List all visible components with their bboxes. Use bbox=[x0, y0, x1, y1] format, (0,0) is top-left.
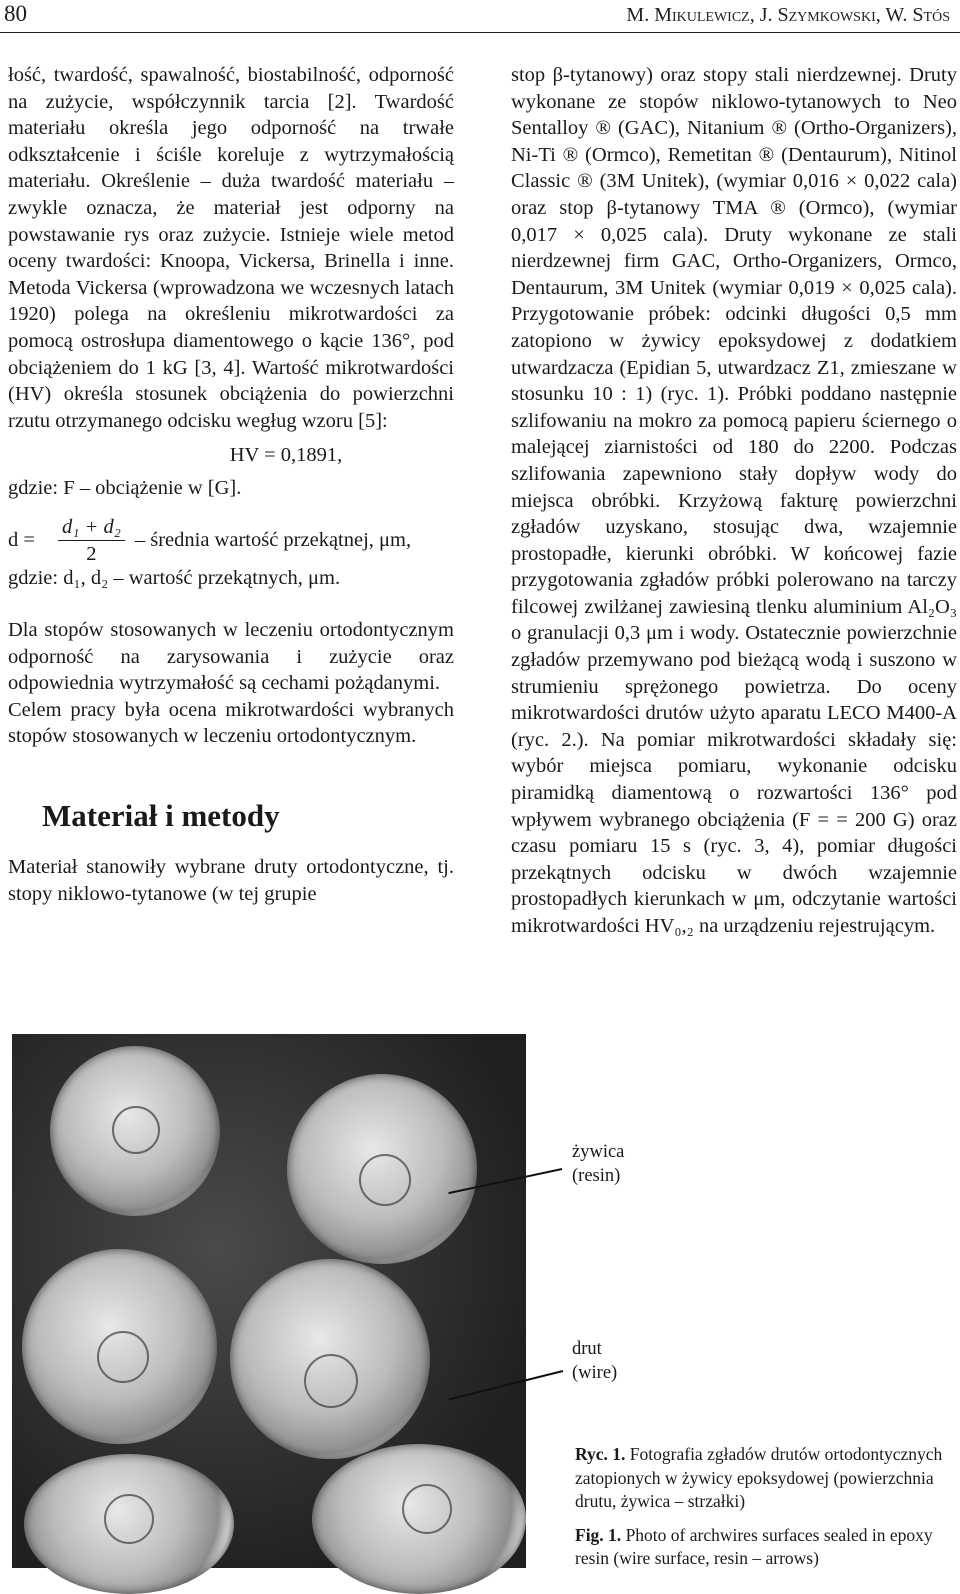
resin-sample bbox=[50, 1046, 220, 1216]
page-header bbox=[0, 0, 960, 32]
where-d: gdzie: d₁, d₂ – wartość przekątnych, μm. bbox=[8, 566, 341, 589]
formula-hv: HV = 0,1891, bbox=[229, 444, 343, 467]
caption-en: Fig. 1. Photo of archwires surfaces sealed in epoxy resin (wire surface, resin – arrows) bbox=[575, 1524, 933, 1569]
section-title: Materiał i metody bbox=[42, 798, 280, 834]
paragraph: stop β-tytanowy) oraz stopy stali nierdzewnej. Druty wykonane ze stopów niklowo-tytanowych to Neo Sentalloy ® (GAC), Nitanium ® (Ortho-Organizers), Ni-Ti ® (Ormco), Remetitan ® (Dentaurum), Nitinol Classic ® (3M Unitek), (wymiar 0,016 × 0,022 cala) oraz stop β-tytanowy TMA ® (Ormco), (wymiar 0,017 × 0,025 cala). Druty wykonane ze stali nierdzewnej firm GAC, Ortho-Organizers, Ormco, Dentaurum, 3M Unitek (wymiar 0,019 × 0,025 cala). Przygotowanie próbek: odcinki długości 0,5 mm zatopiono w żywicy epoksydowej z dodatkiem utwardzacza (Epidian 5, utwardzacz Z1, zmieszane w stosunku 10 : 1) (ryc. 1). Próbki poddano następnie szlifowaniu na mokro za pomocą papieru ściernego o malejącej ziarnistości od 180 do 2200. Podczas szlifowania zapewniono stały dopływ wody do miejsca obróbki. Krzyżową fakturę powierzchni zgładów uzyskano, stosując dwa, wzajemnie prostopadłe, kierunki obróbki. W końcowej fazie przygotowania zgładów próbki polerowano na tarczy filcowej zwilżanej zawiesiną tlenku aluminium Al₂O₃ o granulacji 0,3 μm i wody. Ostatecznie powierzchnie zgładów przemywano pod bieżącą wodą i suszono w strumieniu sprężonego powietrza. Do oceny mikrotwardości drutów użyto aparatu LECO M400-A (ryc. 2.). Na pomiar mikrotwardości składały się: wybór miejsca pomiaru, wykonanie odcisku piramidką diamentową o rozwartości 136° pod wpływem wybranego obciążenia (F = = 200 G) oraz czasu pomiaru 15 s (ryc. 3, 4), pomiar długości przekątnych odcisku w dwóch wzajemnie prostopadłych kierunkach w μm, odczytanie wartości mikrotwardości HV₀,₂ na urządzeniu rejestrującym. bbox=[511, 64, 957, 937]
paragraph: Celem pracy była ocena mikrotwardości wybranych stopów stosowanych w leczeniu ortodontycznym. bbox=[8, 698, 454, 748]
paragraph: łość, twardość, spawalność, biostabilność, odporność na zużycie, współczynnik tarcia [2]. Twardość materiału określa jego odporność na trwałe odkształcenie i ściśle koreluje z wytrzymałością materiału. Określenie – duża twardość materiału – zwykle oznacza, że materiał jest odporny na powstawanie rys oraz zużycie. Istnieje wiele metod oceny twardości: Knoopa, Vickersa, Brinella i inne. Metoda Vickersa (wprowadzona we wczesnych latach 1920) polega na określeniu mikrotwardości za pomocą ostrosłupa diamentowego o kącie 136°, pod obciążeniem do 1 kG [3, 4]. Wartość mikrotwardości (HV) określa stosunek obciążenia do powierzchni rzutu otrzymanego odcisku wegług wzoru [5]: bbox=[8, 64, 454, 432]
fraction-denominator: 2 bbox=[86, 542, 97, 565]
running-head-authors bbox=[626, 2, 950, 28]
figure-photo bbox=[12, 1034, 526, 1568]
formula-d-lhs: d = bbox=[8, 528, 35, 551]
right-column bbox=[511, 62, 957, 940]
label-resin: żywica (resin) bbox=[572, 1142, 625, 1186]
header-rule bbox=[0, 32, 960, 33]
resin-sample bbox=[24, 1454, 234, 1594]
authors: M. Mikulewicz, J. Szymkowski, W. Stós bbox=[626, 4, 950, 26]
paragraph: Dla stopów stosowanych w leczeniu ortodontycznym odporność na zarysowania i zużycie oraz odpowiednia wytrzymałość są cechami pożądanymi. bbox=[8, 619, 454, 695]
left-column bbox=[8, 62, 454, 907]
label-wire: drut (wire) bbox=[572, 1339, 618, 1383]
fraction bbox=[58, 516, 125, 565]
resin-sample bbox=[22, 1249, 217, 1444]
where-f: gdzie: F – obciążenie w [G]. bbox=[8, 476, 242, 499]
resin-sample bbox=[287, 1074, 477, 1264]
figure-caption bbox=[575, 1443, 955, 1571]
resin-sample bbox=[312, 1444, 526, 1594]
caption-pl: Ryc. 1. Fotografia zgładów drutów ortodontycznych zatopionych w żywicy epoksydowej (powierzchnia drutu, żywica – strzałki) bbox=[575, 1444, 943, 1512]
resin-sample bbox=[230, 1259, 430, 1459]
formula-d-description: – średnia wartość przekątnej, μm, bbox=[134, 528, 412, 551]
fraction-numerator: d₁ + d₂ bbox=[58, 516, 125, 541]
paragraph: Materiał stanowiły wybrane druty ortodontyczne, tj. stopy niklowo-tytanowe (w tej grupie bbox=[8, 856, 454, 905]
page-number: 80 bbox=[4, 1, 27, 26]
formula-d bbox=[8, 516, 454, 565]
